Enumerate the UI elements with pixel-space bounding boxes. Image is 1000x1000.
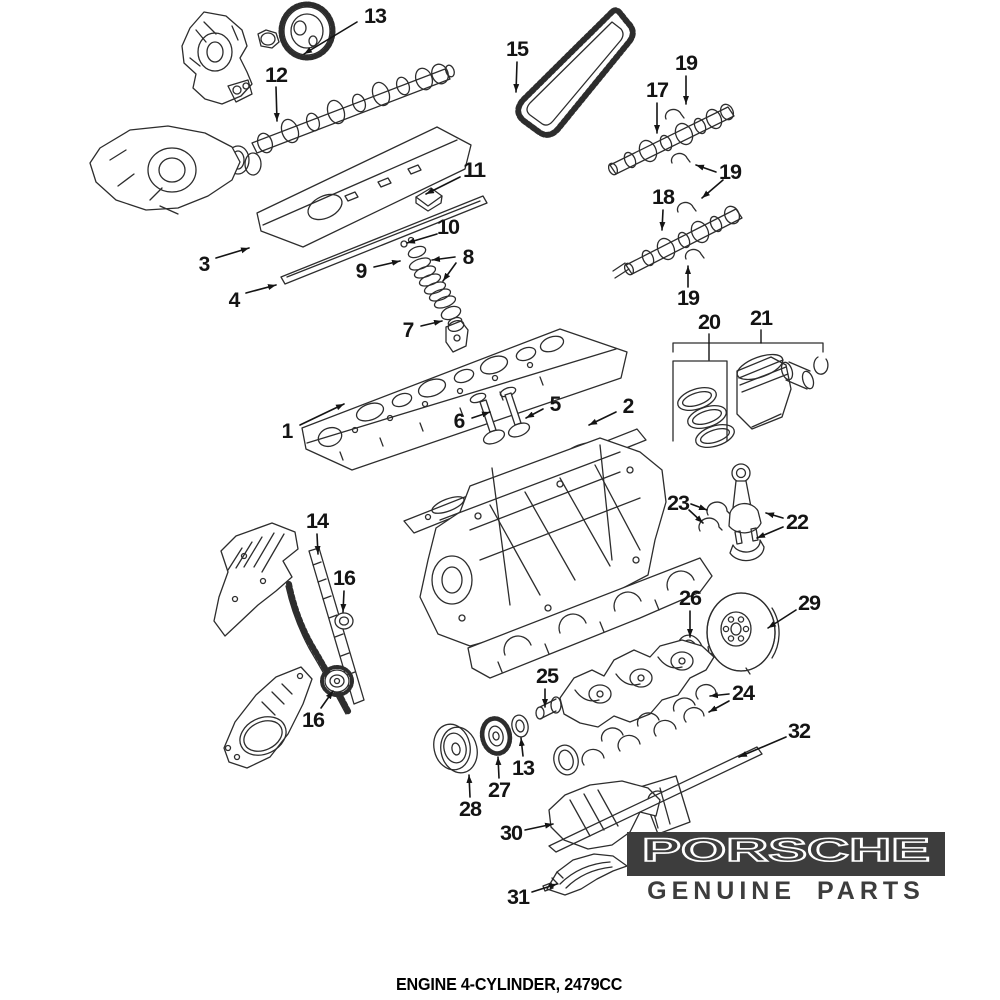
callout-4: 4 <box>228 289 240 312</box>
callout-29: 29 <box>798 592 821 615</box>
timing-cover-lower-drawing <box>224 667 312 768</box>
lower-pan-drawing <box>543 854 627 895</box>
callout-12: 12 <box>265 64 288 87</box>
callout-10: 10 <box>437 216 460 239</box>
logo-box <box>627 832 945 876</box>
callout-14: 14 <box>306 510 330 533</box>
callout-arrow-18 <box>662 210 663 230</box>
callout-32: 32 <box>788 720 811 743</box>
callout-arrow-23 <box>689 510 703 523</box>
callout-8: 8 <box>462 246 474 269</box>
plug-bolt-drawing <box>258 30 279 48</box>
callout-arrow-12 <box>276 87 277 121</box>
callout-13: 13 <box>364 5 387 28</box>
callout-arrow-4 <box>246 285 276 293</box>
porsche-wordmark <box>627 832 945 876</box>
callout-arrow-8 <box>443 263 456 281</box>
callout-28: 28 <box>459 798 483 821</box>
callout-arrow-22 <box>757 527 783 538</box>
callout-arrow-19 <box>696 165 716 172</box>
callout-19: 19 <box>675 52 698 75</box>
timing-chain-drawing <box>518 10 633 135</box>
cover-cap-drawing <box>416 188 442 211</box>
callout-2: 2 <box>622 395 634 418</box>
callout-arrow-8 <box>432 257 455 260</box>
callout-arrow-27 <box>498 757 499 778</box>
camshaft-two-drawing <box>613 202 742 278</box>
callout-27: 27 <box>488 779 511 802</box>
crankshaft-drawing <box>536 640 714 727</box>
callout-arrow-24 <box>710 694 729 696</box>
callout-layer <box>199 5 821 909</box>
callout-3: 3 <box>198 253 210 276</box>
callout-11: 11 <box>463 159 487 182</box>
diagram-caption: ENGINE 4-CYLINDER, 2479CC <box>396 974 623 994</box>
callout-24: 24 <box>732 682 756 705</box>
piston-group-drawing <box>673 343 828 452</box>
callout-6: 6 <box>453 410 465 433</box>
callout-22: 22 <box>786 511 809 534</box>
callout-arrow-3 <box>216 248 249 258</box>
callout-31: 31 <box>507 886 531 909</box>
timing-cover-upper-drawing <box>214 523 298 636</box>
camshaft-gear-drawing <box>281 4 333 58</box>
callout-25: 25 <box>536 665 560 688</box>
callout-arrow-28 <box>469 775 470 797</box>
flywheel-drawing <box>707 593 779 674</box>
brand-text: PORSCHE <box>642 832 930 868</box>
callout-arrow-23 <box>691 504 707 510</box>
callout-arrow-16 <box>343 591 344 612</box>
callout-26: 26 <box>679 587 702 610</box>
end-cover-housing-drawing <box>90 126 261 214</box>
logo-subtitle: GENUINE PARTS <box>647 877 925 905</box>
callout-18: 18 <box>652 186 676 209</box>
callout-9: 9 <box>355 260 367 283</box>
callout-19: 19 <box>719 161 742 184</box>
callout-15: 15 <box>506 38 530 61</box>
callout-arrow-30 <box>525 824 553 830</box>
callout-arrow-24 <box>709 701 729 712</box>
callout-arrow-15 <box>516 62 517 92</box>
callout-13: 13 <box>512 757 535 780</box>
callout-19: 19 <box>677 287 700 310</box>
callout-16: 16 <box>333 567 356 590</box>
callout-1: 1 <box>281 420 293 443</box>
callout-30: 30 <box>500 822 523 845</box>
callout-17: 17 <box>646 79 669 102</box>
callout-arrow-13 <box>521 738 523 756</box>
connecting-rod-drawing <box>699 464 764 561</box>
callout-21: 21 <box>750 307 774 330</box>
callout-16: 16 <box>302 709 325 732</box>
callout-arrow-2 <box>589 412 616 425</box>
callout-23: 23 <box>667 492 690 515</box>
callout-arrow-22 <box>766 513 783 518</box>
callout-arrow-5 <box>526 409 543 418</box>
callout-arrow-10 <box>407 234 437 243</box>
callout-5: 5 <box>549 393 561 416</box>
oil-pump-housing-drawing <box>182 12 252 104</box>
camshaft-one-drawing <box>607 102 736 176</box>
callout-arrow-7 <box>421 321 442 326</box>
callout-20: 20 <box>698 311 721 334</box>
callout-arrow-14 <box>317 534 318 554</box>
callout-arrow-9 <box>374 261 400 267</box>
callout-7: 7 <box>402 319 414 342</box>
